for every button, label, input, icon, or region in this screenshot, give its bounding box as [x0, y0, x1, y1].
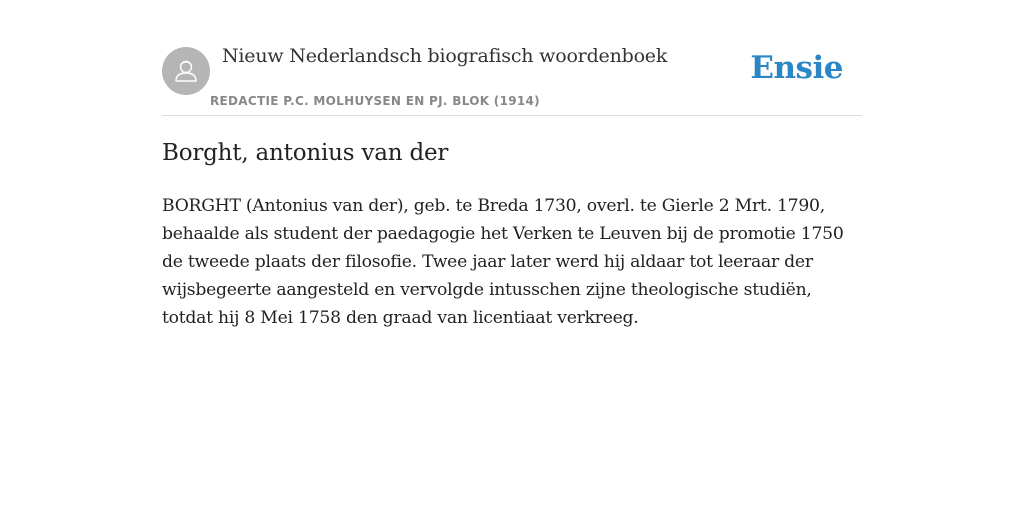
book-title[interactable]: Nieuw Nederlandsch biografisch woordenboek	[222, 45, 668, 67]
page-container	[162, 0, 862, 328]
entry-body: BORGHT (Antonius van der), geb. te Breda 1730, overl. te Gierle 2 Mrt. 1790, behaalde als student der paedagogie het Verken te Leuven bij de promotie 1750 de tweede plaats der filosofie. Twee jaar later werd hij aldaar tot leeraar der wijsbegeerte aangesteld en vervolgde intusschen zijne theologische studiën, totdat hij 8 Mei 1758 den graad van licentiaat verkreeg.	[162, 196, 844, 328]
entry-title: Borght, antonius van der	[162, 140, 449, 166]
book-header	[162, 0, 862, 116]
avatar[interactable]	[162, 47, 210, 95]
user-icon	[171, 56, 201, 86]
ensie-logo[interactable]: Ensie	[750, 50, 843, 86]
editors-credit: REDACTIE P.C. MOLHUYSEN EN PJ. BLOK (1914)	[210, 94, 540, 108]
